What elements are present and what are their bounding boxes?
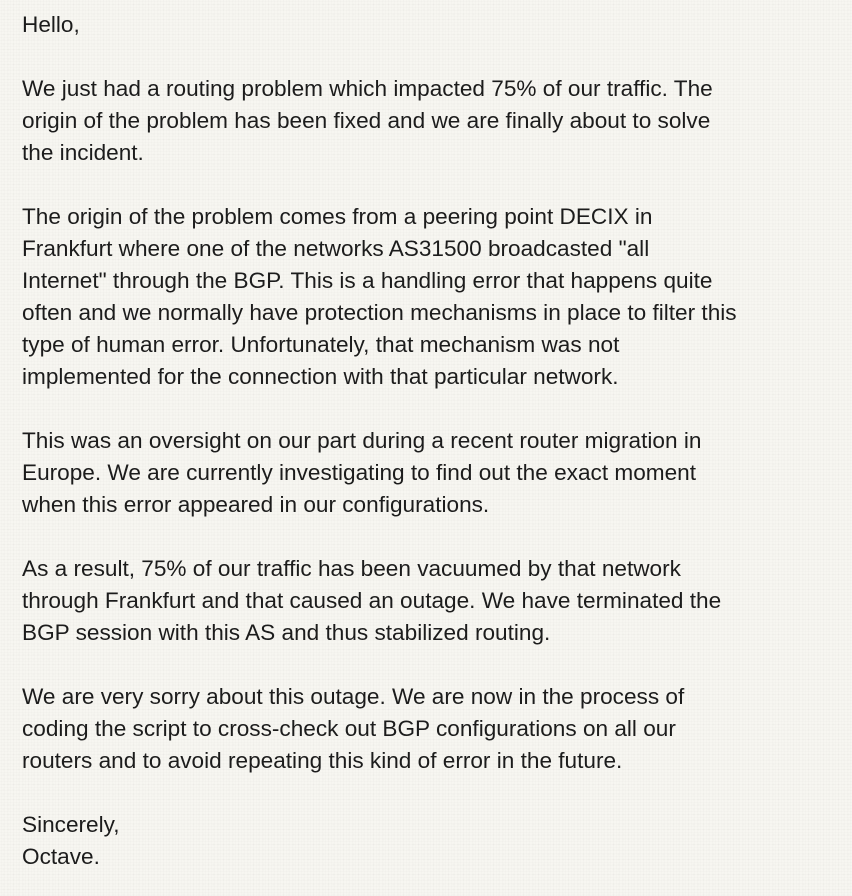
paragraph-line: coding the script to cross-check out BGP configurations on all our [22, 716, 676, 741]
paragraph-line: Europe. We are currently investigating to find out the exact moment [22, 460, 696, 485]
paragraph-line: implemented for the connection with that particular network. [22, 364, 619, 389]
paragraph-result [22, 553, 850, 649]
paragraph-line: We are very sorry about this outage. We are now in the process of [22, 684, 685, 709]
paragraph-line: routers and to avoid repeating this kind of error in the future. [22, 748, 623, 773]
paragraph-gap [22, 169, 850, 201]
paragraph-line: when this error appeared in our configurations. [22, 492, 490, 517]
paragraph-oversight [22, 425, 850, 521]
greeting: Hello, [22, 12, 80, 37]
paragraph-line: through Frankfurt and that caused an outage. We have terminated the [22, 588, 722, 613]
signature: Octave. [22, 844, 100, 869]
paragraph-line: the incident. [22, 140, 144, 165]
paragraph-gap [22, 393, 850, 425]
paragraph-line: type of human error. Unfortunately, that mechanism was not [22, 332, 620, 357]
paragraph-line: Internet" through the BGP. This is a handling error that happens quite [22, 268, 713, 293]
paragraph-gap [22, 521, 850, 553]
paragraph-gap [22, 41, 850, 73]
paragraph-impact [22, 73, 850, 169]
paragraph-origin [22, 201, 850, 393]
paragraph-line: often and we normally have protection mechanisms in place to filter this [22, 300, 737, 325]
paragraph-line: Frankfurt where one of the networks AS31500 broadcasted "all [22, 236, 650, 261]
paragraph-apology [22, 681, 850, 777]
paragraph-gap [22, 649, 850, 681]
paragraph-line: This was an oversight on our part during a recent router migration in [22, 428, 702, 453]
paragraph-line: BGP session with this AS and thus stabilized routing. [22, 620, 551, 645]
paragraph-line: The origin of the problem comes from a peering point DECIX in [22, 204, 653, 229]
paragraph-line: origin of the problem has been fixed and we are finally about to solve [22, 108, 711, 133]
paragraph-line: As a result, 75% of our traffic has been vacuumed by that network [22, 556, 681, 581]
letter-body [22, 9, 850, 873]
paragraph-line: We just had a routing problem which impacted 75% of our traffic. The [22, 76, 713, 101]
closing: Sincerely, [22, 812, 120, 837]
paragraph-gap [22, 777, 850, 809]
